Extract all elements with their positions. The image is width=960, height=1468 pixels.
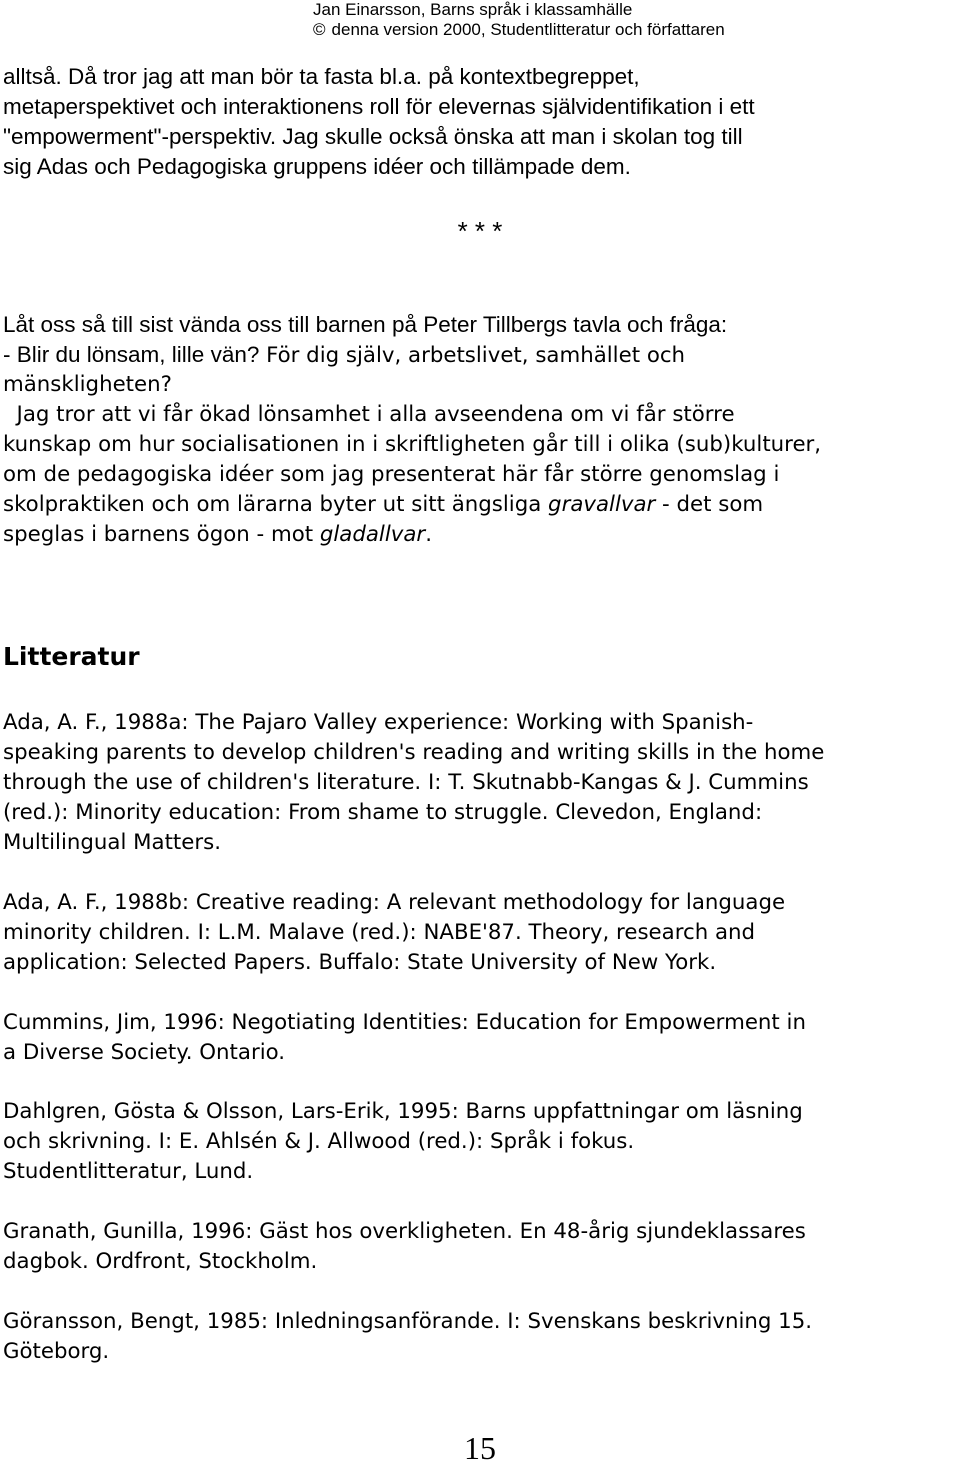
references-heading: Litteratur xyxy=(3,642,140,671)
reference-line: och skrivning. I: E. Ahlsén & J. Allwood (red.): Språk i fokus. xyxy=(3,1129,635,1154)
closing-line-8 xyxy=(3,520,958,550)
closing-line-3: mänskligheten? xyxy=(3,372,172,397)
header-copyright xyxy=(313,20,953,40)
page-number: 15 xyxy=(464,1430,496,1466)
reference-line: through the use of children's literature. I: T. Skutnabb-Kangas & J. Cummins xyxy=(3,770,809,795)
closing-line-5: kunskap om hur socialisationen in i skriftligheten går till i olika (sub)kulturer, xyxy=(3,432,822,457)
emphasis-gravallvar: gravallvar xyxy=(548,492,656,517)
page-header xyxy=(313,0,953,40)
reference-line: Ada, A. F., 1988b: Creative reading: A relevant methodology for language xyxy=(3,890,786,915)
header-author-title: Jan Einarsson, Barns språk i klassamhälle xyxy=(313,0,633,19)
reference-ada-1988a xyxy=(3,708,958,858)
intro-paragraph xyxy=(3,62,953,182)
reference-line: speaking parents to develop children's reading and writing skills in the home xyxy=(3,740,825,765)
closing-question: - Blir du lönsam, lille vän? xyxy=(3,342,260,367)
reference-line: Göteborg. xyxy=(3,1339,110,1364)
closing-line-6: om de pedagogiska idéer som jag presenterat här får större genomslag i xyxy=(3,462,780,487)
reference-cummins-1996 xyxy=(3,1008,958,1068)
reference-line: Granath, Gunilla, 1996: Gäst hos overkligheten. En 48-årig sjundeklassares xyxy=(3,1219,806,1244)
reference-line: dagbok. Ordfront, Stockholm. xyxy=(3,1249,318,1274)
closing-line-4: Jag tror att vi får ökad lönsamhet i alla avseendena om vi får större xyxy=(3,402,735,427)
closing-line-7 xyxy=(3,490,958,520)
reference-line: Multilingual Matters. xyxy=(3,830,221,855)
section-separator: * * * xyxy=(457,216,503,246)
closing-line-1: Låt oss så till sist vända oss till barnen på Peter Tillbergs tavla och fråga: xyxy=(3,312,728,337)
reference-line: minority children. I: L.M. Malave (red.): NABE'87. Theory, research and xyxy=(3,920,756,945)
intro-line-1: alltså. Då tror jag att man bör ta fasta bl.a. på kontextbegreppet, xyxy=(3,64,640,89)
closing-line-2 xyxy=(3,340,953,370)
closing-line-7-a: skolpraktiken och om lärarna byter ut sitt ängsliga xyxy=(3,492,549,517)
reference-line: Dahlgren, Gösta & Olsson, Lars-Erik, 1995: Barns uppfattningar om läsning xyxy=(3,1099,803,1124)
reference-line: Cummins, Jim, 1996: Negotiating Identities: Education for Empowerment in xyxy=(3,1010,806,1035)
reference-line: a Diverse Society. Ontario. xyxy=(3,1040,286,1065)
copyright-symbol: © xyxy=(313,20,326,39)
intro-line-2: metaperspektivet och interaktionens roll för elevernas självidentifikation i ett xyxy=(3,94,755,119)
closing-paragraph xyxy=(3,370,958,550)
reference-line: Studentlitteratur, Lund. xyxy=(3,1159,254,1184)
header-copyright-text: denna version 2000, Studentlitteratur och författaren xyxy=(331,20,725,39)
closing-line-2-cont: För dig själv, arbetslivet, samhället och xyxy=(259,343,686,368)
reference-line: application: Selected Papers. Buffalo: State University of New York. xyxy=(3,950,717,975)
reference-goransson-1985 xyxy=(3,1307,958,1367)
intro-line-3: "empowerment"-perspektiv. Jag skulle också önska att man i skolan tog till xyxy=(3,124,743,149)
closing-line-8-b: . xyxy=(425,522,432,547)
reference-granath-1996 xyxy=(3,1217,958,1277)
reference-ada-1988b xyxy=(3,888,958,978)
reference-line: (red.): Minority education: From shame to struggle. Clevedon, England: xyxy=(3,800,763,825)
intro-line-4: sig Adas och Pedagogiska gruppens idéer och tillämpade dem. xyxy=(3,154,631,179)
reference-line: Göransson, Bengt, 1985: Inledningsanförande. I: Svenskans beskrivning 15. xyxy=(3,1309,813,1334)
reference-line: Ada, A. F., 1988a: The Pajaro Valley experience: Working with Spanish- xyxy=(3,710,754,735)
closing-line-7-b: - det som xyxy=(655,492,764,517)
reference-dahlgren-1995 xyxy=(3,1097,958,1187)
emphasis-gladallvar: gladallvar xyxy=(319,522,426,547)
closing-paragraph-sans xyxy=(3,310,953,370)
closing-line-8-a: speglas i barnens ögon - mot xyxy=(3,522,320,547)
